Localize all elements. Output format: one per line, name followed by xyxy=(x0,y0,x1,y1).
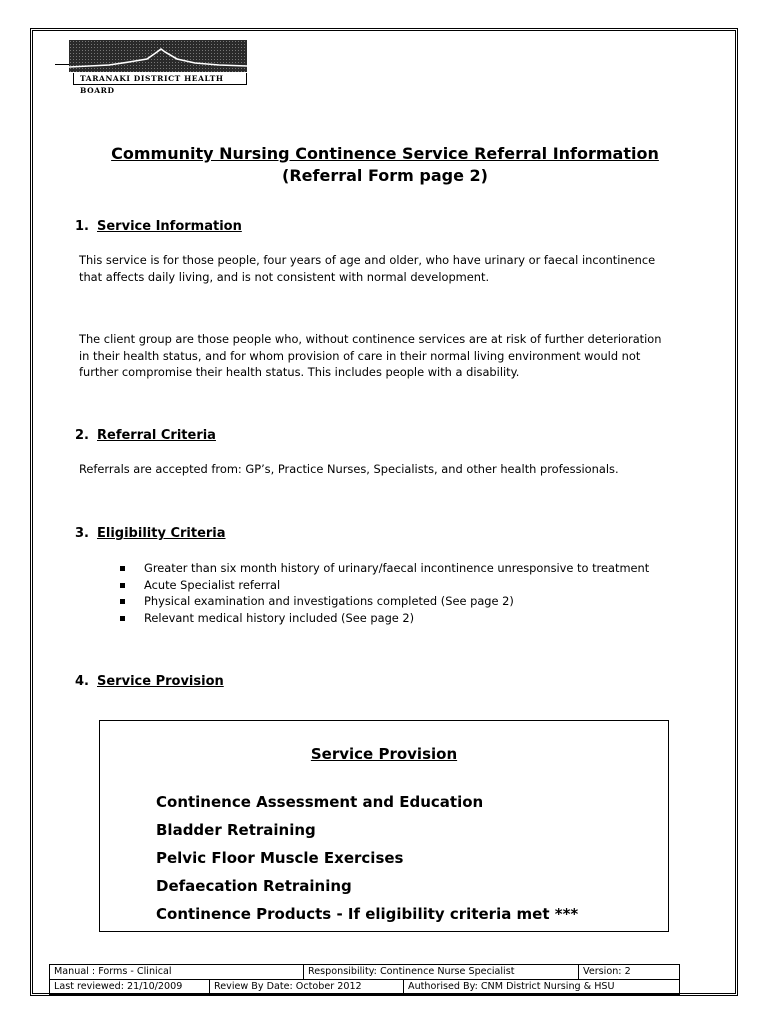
logo-rule xyxy=(55,64,69,65)
list-item xyxy=(118,560,649,577)
section-heading-referral-criteria xyxy=(75,428,216,443)
section-label: Service Provision xyxy=(97,674,224,689)
logo-org-name: TARANAKI DISTRICT HEALTH BOARD xyxy=(73,73,247,85)
bullet-square-icon xyxy=(120,616,125,621)
footer-responsibility: Responsibility: Continence Nurse Specialist xyxy=(304,965,579,980)
list-item: Continence Products - If eligibility criteria met *** xyxy=(156,905,579,923)
referral-criteria-text: Referrals are accepted from: GP’s, Practice Nurses, Specialists, and other health professionals. xyxy=(79,462,619,476)
footer-last-reviewed: Last reviewed: 21/10/2009 xyxy=(50,980,210,995)
section-label: Eligibility Criteria xyxy=(97,526,226,541)
page-title xyxy=(0,143,770,187)
text-line: The client group are those people who, without continence services are at risk of further deterioration xyxy=(79,332,662,346)
footer-review-by-date: Review By Date: October 2012 xyxy=(210,980,404,995)
section-heading-eligibility-criteria xyxy=(75,526,226,541)
mountain-logo-icon xyxy=(69,40,247,72)
eligibility-list xyxy=(118,560,649,626)
section-number: 1. xyxy=(75,219,89,234)
provision-list xyxy=(156,788,578,928)
document-footer-table xyxy=(49,964,680,995)
text-line: in their health status, and for whom provision of care in their normal living environment would not xyxy=(79,348,641,363)
text-line: further compromise their health status. This includes people with a disability. xyxy=(79,365,520,379)
list-item: Defaecation Retraining xyxy=(156,877,352,895)
section-heading-service-provision xyxy=(75,674,224,689)
table-row xyxy=(50,965,680,980)
list-item xyxy=(118,610,649,627)
list-item xyxy=(118,593,649,610)
bullet-square-icon xyxy=(120,566,125,571)
footer-version: Version: 2 xyxy=(579,965,680,980)
list-item-text: Physical examination and investigations completed (See page 2) xyxy=(144,594,514,608)
table-row xyxy=(50,980,680,995)
text-line: that affects daily living, and is not consistent with normal development. xyxy=(79,269,490,284)
footer-manual: Manual : Forms - Clinical xyxy=(50,965,304,980)
tdhb-logo xyxy=(55,40,247,95)
bullet-square-icon xyxy=(120,583,125,588)
bullet-square-icon xyxy=(120,599,125,604)
section-label: Referral Criteria xyxy=(97,428,216,443)
title-line-1: Community Nursing Continence Service Referral Information xyxy=(111,144,659,163)
provision-box-title: Service Provision xyxy=(310,745,458,763)
footer-authorised-by: Authorised By: CNM District Nursing & HSU xyxy=(404,980,680,995)
service-info-paragraph-2 xyxy=(79,331,719,381)
list-item-text: Greater than six month history of urinary/faecal incontinence unresponsive to treatment xyxy=(144,561,650,575)
list-item: Pelvic Floor Muscle Exercises xyxy=(156,849,404,867)
list-item: Continence Assessment and Education xyxy=(156,793,484,811)
section-number: 2. xyxy=(75,428,89,443)
section-heading-service-information xyxy=(75,219,242,234)
service-info-paragraph-1 xyxy=(79,252,719,285)
section-label: Service Information xyxy=(97,219,242,234)
section-number: 4. xyxy=(75,674,89,689)
text-line: This service is for those people, four years of age and older, who have urinary or faecal incontinence xyxy=(79,253,656,267)
service-provision-box xyxy=(99,720,669,932)
list-item: Bladder Retraining xyxy=(156,821,316,839)
list-item-text: Relevant medical history included (See page 2) xyxy=(144,610,415,625)
section-number: 3. xyxy=(75,526,89,541)
list-item-text: Acute Specialist referral xyxy=(144,577,281,592)
list-item xyxy=(118,577,649,594)
title-line-2: (Referral Form page 2) xyxy=(282,166,488,185)
